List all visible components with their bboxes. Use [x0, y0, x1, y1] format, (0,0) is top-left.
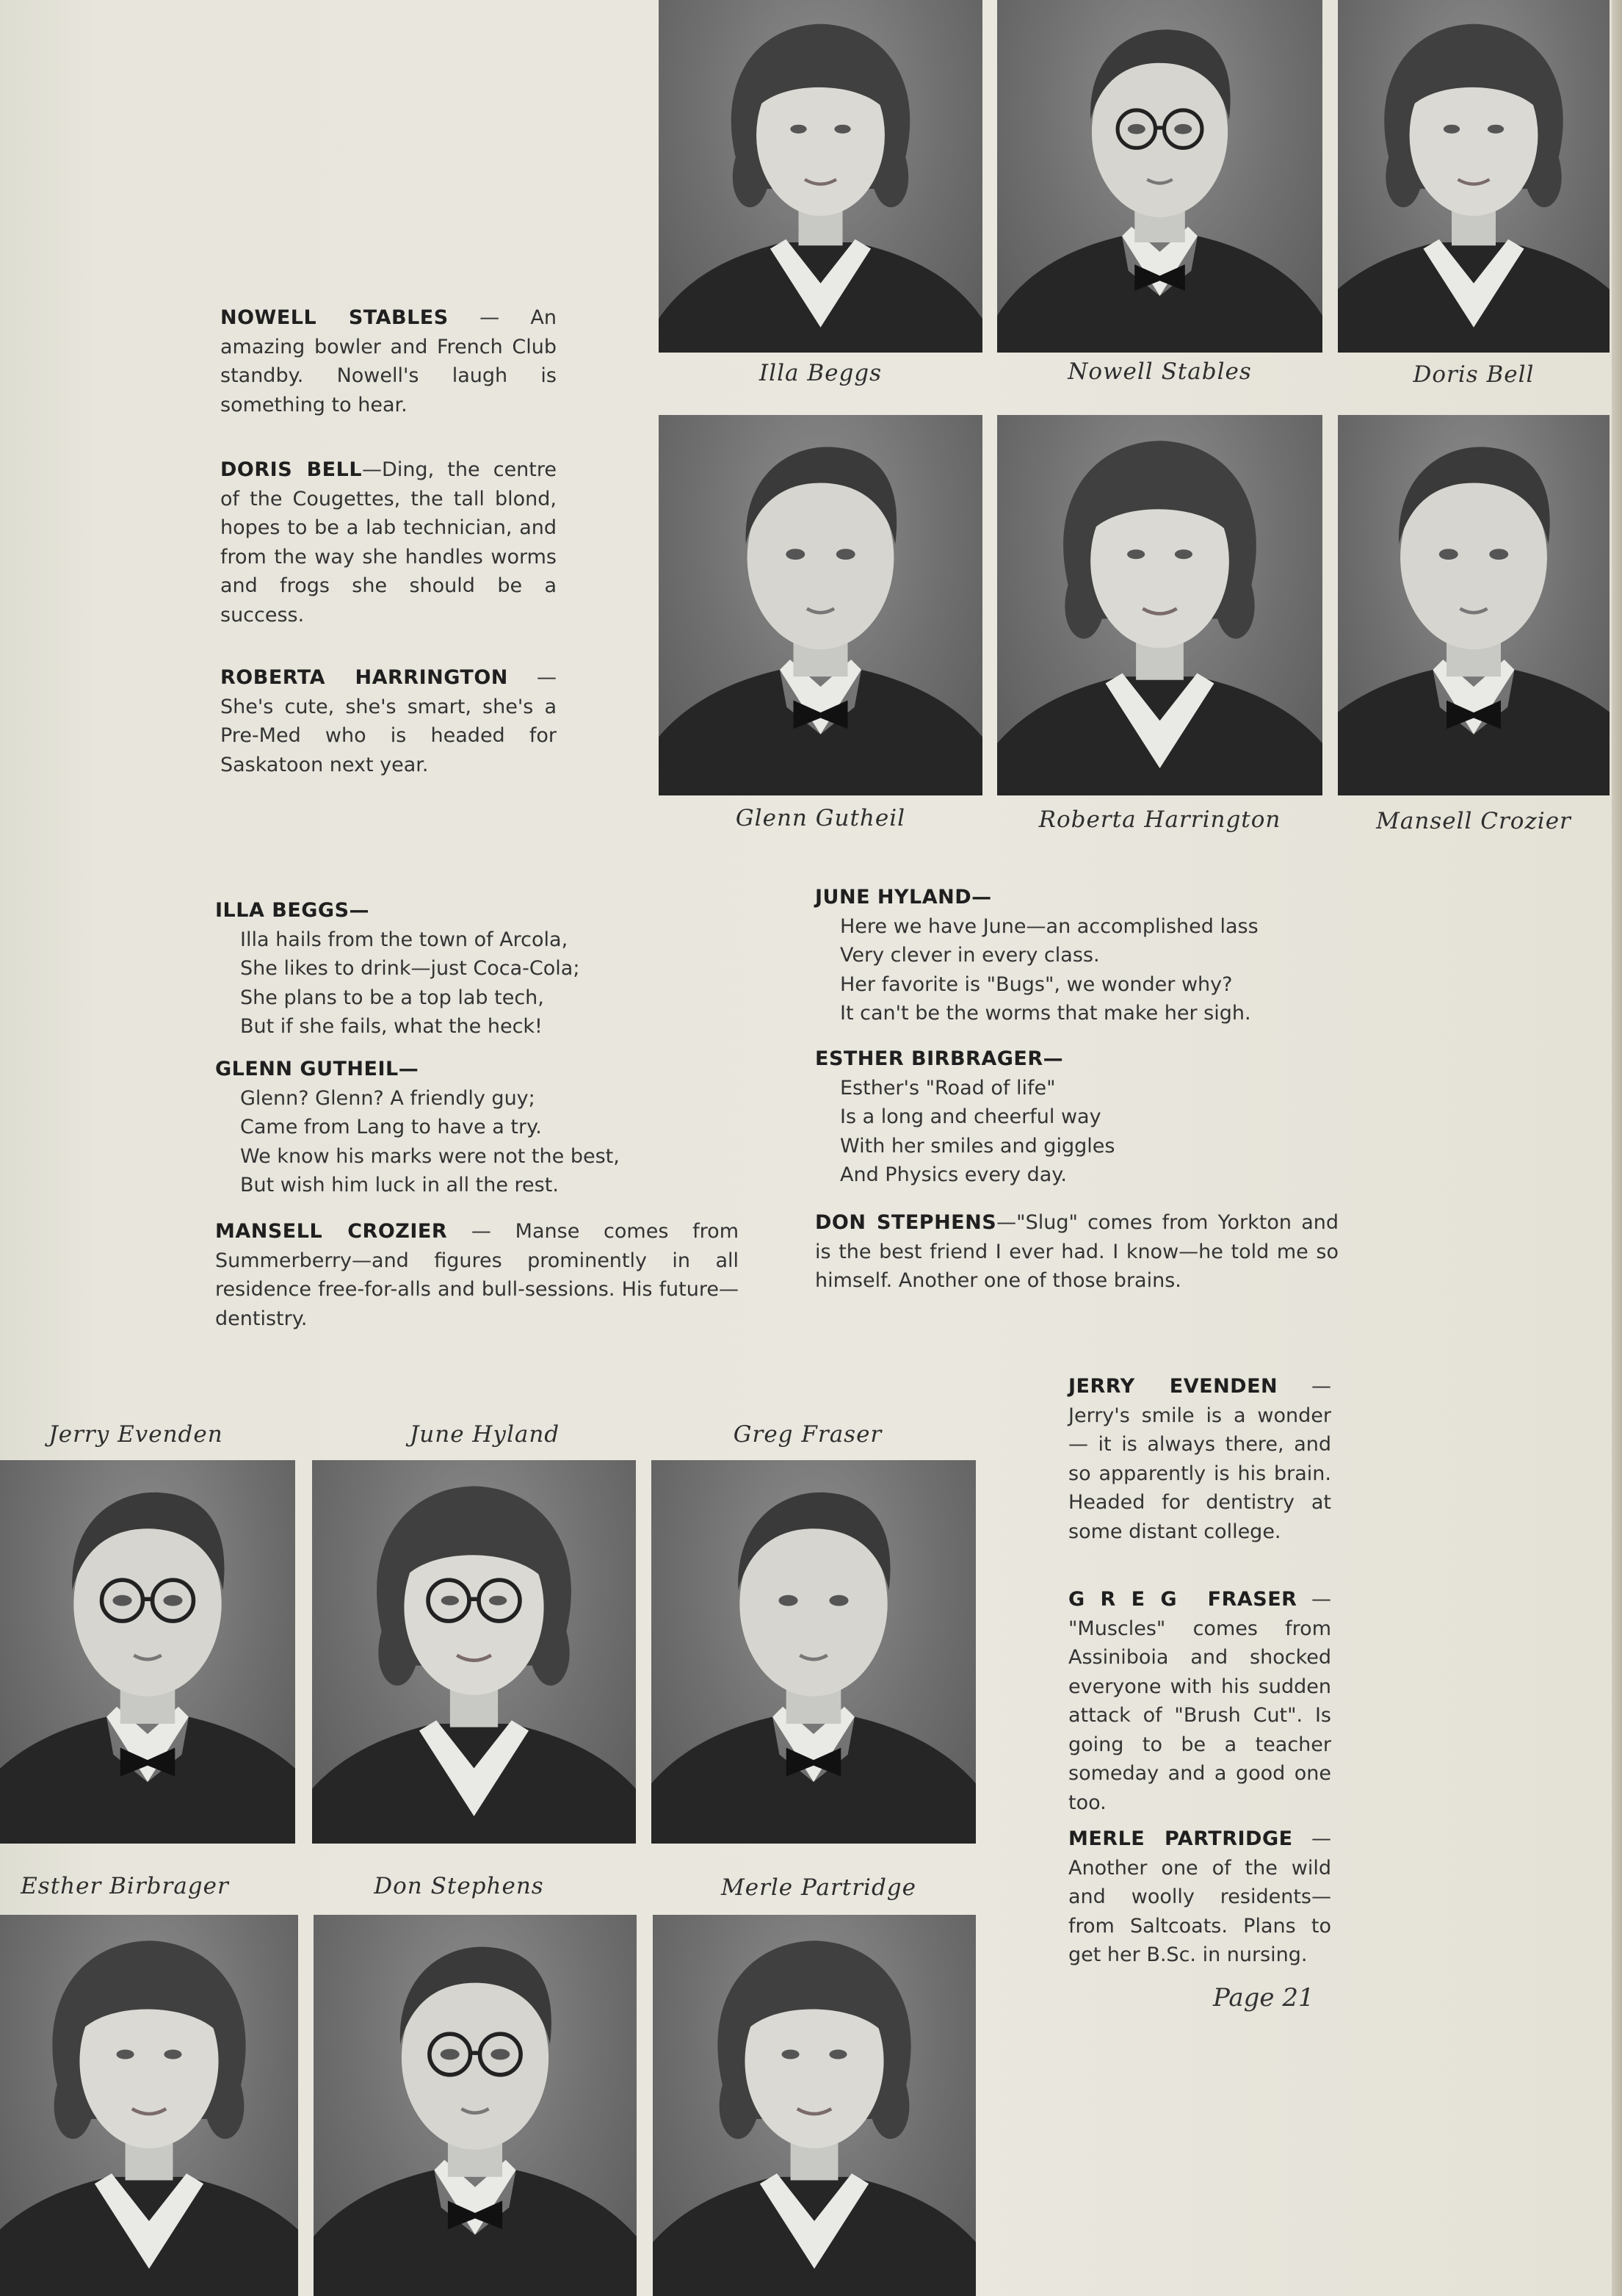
- poem-line: We know his marks were not the best,: [240, 1144, 620, 1168]
- bio-nowell-stables: [220, 303, 557, 419]
- photo-roberta-harrington: [997, 415, 1322, 795]
- photo-glenn-gutheil: [659, 415, 982, 795]
- bio-text: —"Slug" comes from Yorkton and is the best friend I ever had. I know—he told me so himself. Another one of those brains.: [815, 1211, 1339, 1292]
- photo-esther-birbrager: [0, 1915, 298, 2296]
- poem-line: It can't be the worms that make her sigh.: [840, 1002, 1251, 1025]
- bio-text: —Ding, the centre of the Cougettes, the tall blond, hopes to be a lab technician, and from the way she handles worms and frogs she should be a success.: [220, 458, 557, 627]
- poem-name: GLENN GUTHEIL—: [215, 1058, 419, 1080]
- caption-glenn-gutheil: Glenn Gutheil: [735, 805, 906, 831]
- bio-name: ROBERTA HARRINGTON: [220, 666, 508, 689]
- bio-mansell-crozier: [215, 1217, 739, 1333]
- bio-name: G R E G FRASER: [1068, 1588, 1297, 1611]
- bio-name: NOWELL STABLES: [220, 306, 449, 329]
- bio-name: MANSELL CROZIER: [215, 1220, 448, 1243]
- poem-line: And Physics every day.: [840, 1163, 1067, 1186]
- caption-esther-birbrager: Esther Birbrager: [21, 1873, 229, 1899]
- bio-greg-fraser: [1068, 1585, 1331, 1817]
- bio-merle-partridge: [1068, 1824, 1331, 1970]
- bio-text: — Jerry's smile is a wonder — it is always there, and so apparently is his brain. Headed for dentistry at some distant college.: [1068, 1375, 1331, 1543]
- poem-line: But if she fails, what the heck!: [240, 1015, 543, 1038]
- bio-text: — She's cute, she's smart, she's a Pre-Med who is headed for Saskatoon next year.: [220, 666, 557, 776]
- caption-nowell-stables: Nowell Stables: [1068, 358, 1252, 385]
- poem-line: She likes to drink—just Coca-Cola;: [240, 957, 580, 980]
- bio-jerry-evenden: [1068, 1372, 1331, 1546]
- poem-line: But wish him luck in all the rest.: [240, 1174, 559, 1196]
- poem-name: ESTHER BIRBRAGER—: [815, 1047, 1064, 1070]
- poem-line: Here we have June—an accomplished lass: [840, 914, 1259, 938]
- bio-text: — Manse comes from Summerberry—and figures prominently in all residence free-for-alls and bull-sessions. His future—dentistry.: [215, 1220, 739, 1330]
- caption-don-stephens: Don Stephens: [374, 1873, 544, 1899]
- page-spine-edge: [1612, 0, 1622, 2296]
- photo-mansell-crozier: [1338, 415, 1610, 795]
- bio-roberta-harrington: [220, 663, 557, 779]
- bio-don-stephens: [815, 1208, 1339, 1296]
- bio-name: JERRY EVENDEN: [1068, 1375, 1278, 1398]
- photo-jerry-evenden: [0, 1460, 295, 1844]
- caption-june-hyland: June Hyland: [409, 1421, 560, 1448]
- poem-line: Very clever in every class.: [840, 944, 1100, 967]
- poem-name: ILLA BEGGS—: [215, 899, 370, 922]
- bio-name: DORIS BELL: [220, 458, 363, 481]
- poem-june-hyland: [815, 883, 1259, 1028]
- poem-esther-birbrager: [815, 1044, 1115, 1190]
- bio-text: — Another one of the wild and woolly residents—from Saltcoats. Plans to get her B.Sc. in nursing.: [1068, 1827, 1331, 1966]
- photo-don-stephens: [314, 1915, 637, 2296]
- bio-text: — "Muscles" comes from Assiniboia and shocked everyone with his sudden attack of "Brush Cut". Is going to be a teacher someday and a good one too.: [1068, 1588, 1331, 1814]
- bio-name: DON STEPHENS: [815, 1211, 997, 1234]
- poem-illa-beggs: [215, 896, 579, 1041]
- poem-name: JUNE HYLAND—: [815, 886, 992, 909]
- photo-illa-beggs: [659, 0, 982, 353]
- poem-glenn-gutheil: [215, 1055, 620, 1200]
- poem-line: Is a long and cheerful way: [840, 1105, 1101, 1128]
- bio-text: — An amazing bowler and French Club standby. Nowell's laugh is something to hear.: [220, 306, 557, 416]
- poem-line: With her smiles and giggles: [840, 1134, 1115, 1158]
- poem-line: Came from Lang to have a try.: [240, 1116, 542, 1138]
- bio-doris-bell: [220, 455, 557, 629]
- poem-line: Esther's "Road of life": [840, 1076, 1056, 1100]
- poem-line: She plans to be a top lab tech,: [240, 986, 544, 1009]
- poem-line: Glenn? Glenn? A friendly guy;: [240, 1086, 535, 1110]
- caption-illa-beggs: Illa Beggs: [758, 360, 883, 386]
- photo-nowell-stables: [997, 0, 1322, 353]
- caption-merle-partridge: Merle Partridge: [720, 1874, 916, 1901]
- page-number: Page 21: [1213, 1983, 1314, 2012]
- photo-merle-partridge: [653, 1915, 976, 2296]
- caption-mansell-crozier: Mansell Crozier: [1376, 808, 1571, 834]
- caption-doris-bell: Doris Bell: [1413, 361, 1535, 388]
- poem-line: Illa hails from the town of Arcola,: [240, 928, 568, 951]
- photo-june-hyland: [312, 1460, 636, 1844]
- poem-line: Her favorite is "Bugs", we wonder why?: [840, 972, 1233, 996]
- caption-roberta-harrington: Roberta Harrington: [1038, 806, 1281, 833]
- caption-jerry-evenden: Jerry Evenden: [48, 1421, 223, 1448]
- bio-name: MERLE PARTRIDGE: [1068, 1827, 1293, 1850]
- photo-doris-bell: [1338, 0, 1610, 353]
- caption-greg-fraser: Greg Fraser: [733, 1421, 883, 1448]
- photo-greg-fraser: [651, 1460, 976, 1844]
